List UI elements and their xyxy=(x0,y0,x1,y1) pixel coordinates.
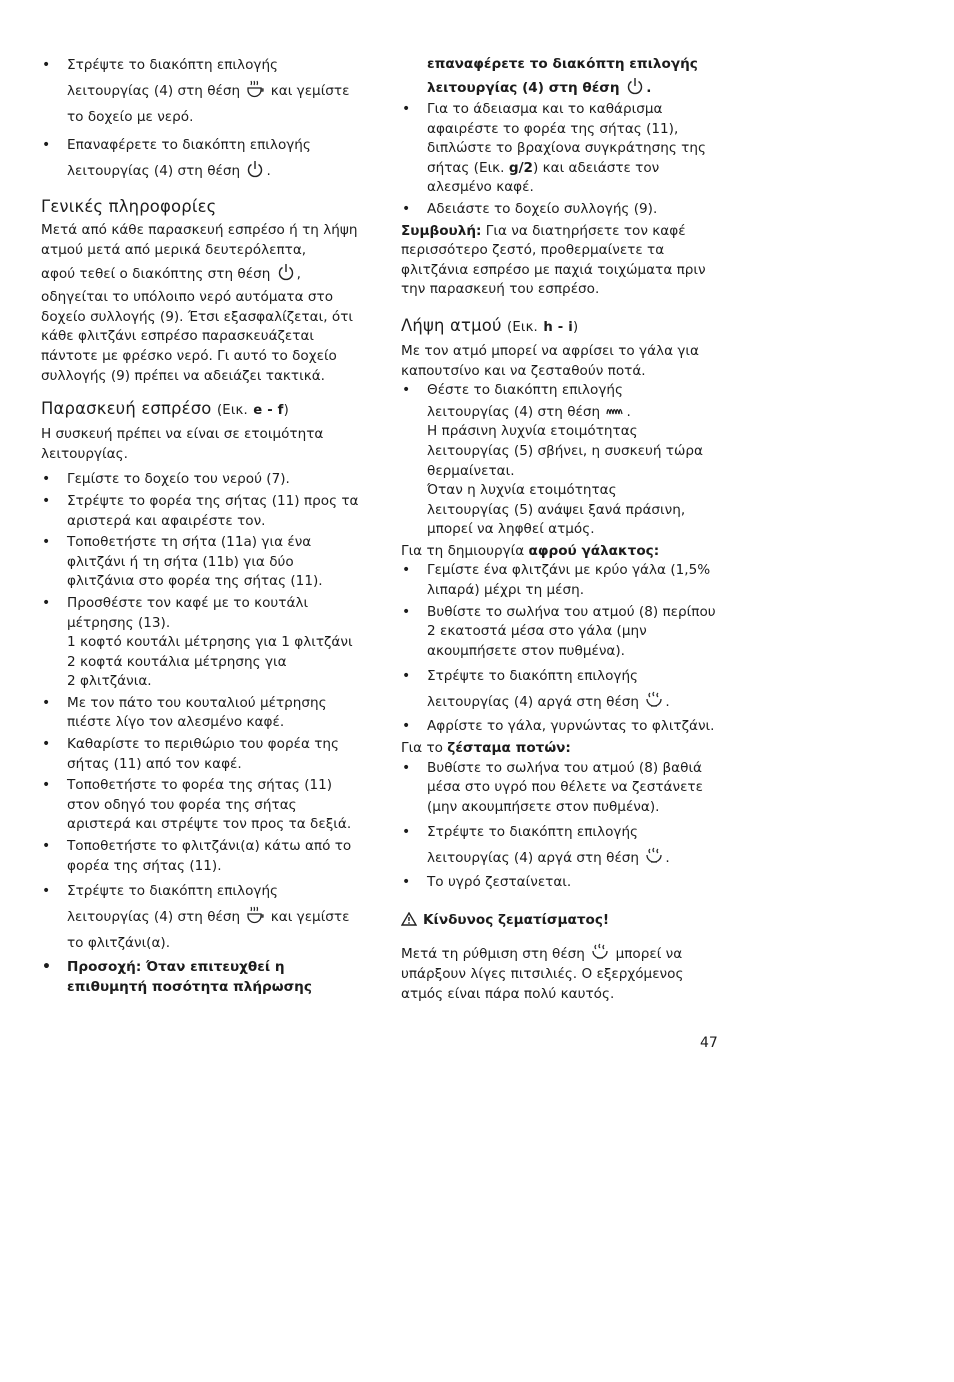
text: e - f xyxy=(253,403,284,419)
list-item: • Τοποθετήστε το φορέα της σήτας (11) στον οδηγό του φορέα της σήτας αριστερά και στρέψτε τον προς τα δεξιά. xyxy=(41,776,363,835)
text: Στρέψτε το διακόπτη επιλογής xyxy=(67,57,279,73)
text: μπορεί να ληφθεί ατμός. xyxy=(427,521,595,538)
text: αφρού γάλακτος: xyxy=(528,542,660,559)
text: , οδηγείται το υπόλοιπο νερό αυτόματα στο δοχείο συλλογής (9). Έτσι εξασφαλίζεται, ότι κάθε φλιτζάνι εσπρέσο παρασκευάζεται πάντοτε με φρέσκο νερό. Γι αυτό το δοχείο συλλογής (9) πρέπει να αδειάζει τακτικά. xyxy=(41,266,353,384)
warning-paragraph xyxy=(401,943,723,1004)
list-item: • Τοποθετήστε τη σήτα (11a) για ένα φλιτζάνι ή τη σήτα (11b) για δύο φλιτζάνια στο φορέα της σήτας (11). xyxy=(41,533,363,592)
warning-triangle-icon xyxy=(401,912,417,926)
text: μπορεί να υπάρξουν λίγες πιτσιλιές. Ο εξερχόμενος ατμός είναι πάρα πολύ καυτός. xyxy=(401,945,684,1002)
text: Για να διατηρήσετε τον καφέ περισσότερο ζεστό, προθερμαίνετε τα φλιτζάνια εσπρέσο με παχιά τοιχώματα πριν την παρασκευή του εσπρέσο. xyxy=(401,222,706,298)
text: (Εικ. xyxy=(216,403,248,419)
list-item xyxy=(401,819,723,871)
text: ζέσταμα ποτών: xyxy=(447,740,571,757)
text: 2 κοφτά κουτάλια μέτρησης για xyxy=(67,653,287,670)
text: Στρέψτε το διακόπτη επιλογής xyxy=(67,883,279,900)
text: Για το άδειασμα και το καθάρισμα αφαιρέστε το φορέα της σήτας (11), διπλώστε το βραχίονα συγκράτησης της σήτας (Εικ. xyxy=(427,101,706,176)
paragraph xyxy=(401,739,723,759)
text: Η πράσινη λυχνία ετοιμότητας xyxy=(427,423,638,440)
text: Επαναφέρετε το διακόπτη επιλογής xyxy=(67,137,311,153)
text: (Εικ. xyxy=(507,319,538,335)
list-item: • Στρέψτε το φορέα της σήτας (11) προς τα αριστερά και αφαιρέστε τον. xyxy=(41,492,363,531)
power-icon xyxy=(626,77,644,95)
text: 1 κοφτό κουτάλι μέτρησης για 1 φλιτζάνι xyxy=(67,634,353,651)
text: το φλιτζάνι(α). xyxy=(67,935,171,952)
paragraph xyxy=(401,542,723,562)
text: αφού τεθεί ο διακόπτης στη θέση xyxy=(41,266,271,283)
list-item: • Γεμίστε το δοχείο του νερού (7). xyxy=(41,470,363,490)
paragraph xyxy=(401,52,723,100)
power-icon xyxy=(246,160,264,178)
list-item xyxy=(41,878,363,956)
text: . xyxy=(665,694,670,711)
coffee-cup-icon xyxy=(246,80,264,98)
text: g/2 xyxy=(508,159,533,176)
coffee-cup-icon xyxy=(246,906,264,924)
list-item: • Γεμίστε ένα φλιτζάνι με κρύο γάλα (1,5% λιπαρά) μέχρι τη μέση. xyxy=(401,561,723,600)
list-item xyxy=(401,381,723,540)
list-item: • Το υγρό ζεσταίνεται. xyxy=(401,873,723,893)
text: θερμαίνεται. xyxy=(427,462,515,479)
list-item: • Αδειάστε το δοχείο συλλογής (9). xyxy=(401,200,723,220)
text: . xyxy=(665,850,670,867)
list-item: • Τοποθετήστε το φλιτζάνι(α) κάτω από το φορέα της σήτας (11). xyxy=(41,837,363,876)
text: λειτουργίας (4) αργά στη θέση xyxy=(427,694,640,711)
list-item xyxy=(401,663,723,715)
text: Παρασκευή εσπρέσο xyxy=(41,399,212,419)
warning-heading xyxy=(401,911,723,931)
paragraph: Με τον ατμό μπορεί να αφρίσει το γάλα για καπουτσίνο και να ζεσταθούν ποτά. xyxy=(401,342,699,379)
power-icon xyxy=(277,263,295,281)
text: Θέστε το διακόπτη επιλογής xyxy=(427,382,623,399)
text: το δοχείο με νερό. xyxy=(67,109,194,125)
steam-release-icon xyxy=(645,691,663,709)
list-item xyxy=(41,52,363,130)
paragraph xyxy=(41,221,363,386)
steam-heat-icon xyxy=(606,401,624,419)
page-number: 47 xyxy=(700,1035,718,1051)
text: Για το xyxy=(401,740,443,757)
text: λειτουργίας (4) στη θέση xyxy=(427,403,601,420)
list-item: • Αφρίστε το γάλα, γυρνώντας το φλιτζάνι. xyxy=(401,717,723,737)
text: λειτουργίας (4) στη θέση xyxy=(67,83,241,99)
text: Λήψη ατμού xyxy=(401,315,502,335)
tip-paragraph xyxy=(401,222,723,300)
text: και γεμίστε xyxy=(270,83,350,99)
text: h - i xyxy=(543,319,573,335)
list-item: • Με τον πάτο του κουταλιού μέτρησης πιέστε λίγο τον αλεσμένο καφέ. xyxy=(41,694,363,733)
text: Στρέψτε το διακόπτη επιλογής xyxy=(427,668,639,685)
text: Μετά τη ρύθμιση στη θέση xyxy=(401,945,585,962)
list-item xyxy=(41,594,363,692)
text: Στρέψτε το διακόπτη επιλογής xyxy=(427,824,639,841)
text: λειτουργίας (4) στη θέση xyxy=(67,163,241,179)
text: λειτουργίας (4) στη θέση xyxy=(427,80,620,96)
text: και γεμίστε xyxy=(270,909,350,926)
text: λειτουργίας (4) αργά στη θέση xyxy=(427,850,640,867)
steam-release-icon xyxy=(645,847,663,865)
text: . xyxy=(646,80,652,96)
text: λειτουργίας (5) σβήνει, η συσκευή τώρα xyxy=(427,442,703,459)
text: Όταν η λυχνία ετοιμότητας xyxy=(427,482,617,499)
text: επαναφέρετε το διακόπτη επιλογής xyxy=(427,56,698,72)
text: . xyxy=(626,403,631,420)
text: λειτουργίας (4) στη θέση xyxy=(67,909,241,926)
steam-release-icon xyxy=(591,943,609,961)
list-item-warning: • Προσοχή: Όταν επιτευχθεί η επιθυμητή ποσότητα πλήρωσης xyxy=(41,958,363,997)
list-item: • Βυθίστε το σωλήνα του ατμού (8) βαθιά μέσα στο υγρό που θέλετε να ζεστάνετε (μην ακουμπήσετε στον πυθμένα). xyxy=(401,759,723,818)
section-heading-general: Γενικές πληροφορίες xyxy=(41,197,217,216)
text: ) και αδειάστε τον αλεσμένο καφέ. xyxy=(427,159,660,196)
list-item: • Καθαρίστε το περιθώριο του φορέα της σήτας (11) από τον καφέ. xyxy=(41,735,363,774)
tip-label: Συμβουλή: xyxy=(401,222,482,239)
paragraph: Η συσκευή πρέπει να είναι σε ετοιμότητα λειτουργίας. xyxy=(41,426,324,462)
left-column xyxy=(41,52,363,999)
text: Προσθέστε τον καφέ με το κουτάλι μέτρησης (13). xyxy=(67,594,309,631)
text: λειτουργίας (5) ανάψει ξανά πράσινη, xyxy=(427,501,686,518)
text: Για τη δημιουργία xyxy=(401,542,525,559)
text: ) xyxy=(283,403,289,419)
text: 2 φλιτζάνια. xyxy=(67,673,152,690)
text: ) xyxy=(572,319,579,335)
section-heading-steam xyxy=(401,316,723,338)
list-item: • Επαναφέρετε το διακόπτη επιλογής λειτουργίας (4) στη θέση . xyxy=(41,132,363,184)
right-column xyxy=(401,52,723,1004)
list-item xyxy=(401,100,723,198)
text: Κίνδυνος ζεματίσματος! xyxy=(423,912,610,928)
list-item: • Βυθίστε το σωλήνα του ατμού (8) περίπου 2 εκατοστά μέσα στο γάλα (μην ακουμπήσετε στον πυθμένα). xyxy=(401,603,723,662)
section-heading-espresso xyxy=(41,399,363,421)
text: Μετά από κάθε παρασκευή εσπρέσο ή τη λήψη ατμού μετά από μερικά δευτερόλεπτα, xyxy=(41,222,358,258)
